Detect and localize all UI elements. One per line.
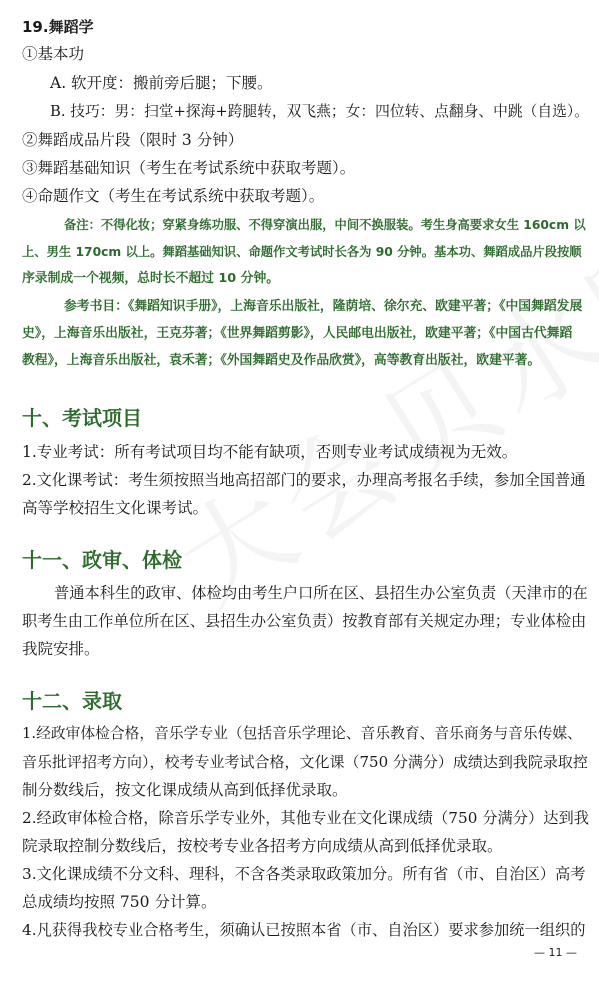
item-essay: ④命题作文（考生在考试系统中获取考题）。 <box>22 187 325 205</box>
section-10-line-1: 1.专业考试：所有考试项目均不能有缺项，否则专业考试成绩视为无效。 <box>22 443 518 461</box>
section-12-line-5: 院录取控制分数线后，按校考专业各招考方向成绩从高到低择优录取。 <box>22 837 503 855</box>
item-dance-piece: ②舞蹈成品片段（限时 3 分钟） <box>22 131 244 149</box>
section-10-title: 十、考试项目 <box>22 406 142 430</box>
ref-line-2: 史》，上海音乐出版社，王克芬著；《世界舞蹈剪影》，人民邮电出版社，欧建平著；《中国古代舞蹈 <box>22 326 573 341</box>
section-11-line-2: 职考生由工作单位所在区、县招生办公室负责）按教育部有关规定办理；专业体检由 <box>22 612 587 630</box>
section-12-title: 十二、录取 <box>22 689 122 713</box>
section-12-line-8: 4.凡获得我校专业合格考生，须确认已按照本省（市、自治区）要求参加统一组织的 <box>22 921 586 939</box>
item-technique: B. 技巧：男：扫堂+探海+跨腿转，双飞燕；女：四位转、点翻身、中跳（自选）。 <box>50 103 590 120</box>
section-10-line-2: 2.文化课考试：考生须按照当地高招部门的要求，办理高考报名手续，参加全国普通 <box>22 471 586 489</box>
page-number: — 11 — <box>534 946 577 959</box>
section-11-line-3: 我院安排。 <box>22 640 100 658</box>
section-12-line-2: 音乐批评招考方向），校考专业考试合格，文化课（750 分满分）成绩达到我院录取控 <box>22 753 588 771</box>
item-basic-skills: ①基本功 <box>22 45 85 63</box>
section-11-line-1: 普通本科生的政审、体检均由考生户口所在区、县招生办公室负责（天津市的在 <box>54 584 588 602</box>
section-12-line-6: 3.文化课成绩不分文科、理科，不含各类录取政策加分。所有省（市、自治区）高考 <box>22 865 586 883</box>
section-12-line-4: 2.经政审体检合格，除音乐学专业外，其他专业在文化课成绩（750 分满分）达到我 <box>22 809 590 827</box>
section-12-line-7: 总成绩均按照 750 分计算。 <box>22 893 217 911</box>
ref-line-1: 参考书目：《舞蹈知识手册》，上海音乐出版社，隆荫培、徐尔充、欧建平著；《中国舞蹈发展 <box>64 299 583 314</box>
section-19-title: 19.舞蹈学 <box>22 18 94 36</box>
section-11-title: 十一、政审、体检 <box>22 548 182 572</box>
item-dance-knowledge: ③舞蹈基础知识（考生在考试系统中获取考题）。 <box>22 159 356 177</box>
section-12-line-3: 制分数线后，按文化课成绩从高到低择优录取。 <box>22 781 348 799</box>
ref-line-3: 教程》，上海音乐出版社，袁禾著；《外国舞蹈史及作品欣赏》，高等教育出版社，欧建平著。 <box>22 353 541 368</box>
section-10-line-3: 高等学校招生文化课考试。 <box>22 499 209 517</box>
section-12-line-1: 1.经政审体检合格，音乐学专业（包括音乐学理论、音乐教育、音乐商务与音乐传媒、 <box>22 725 582 742</box>
note-line-1: 备注：不得化妆；穿紧身练功服、不得穿演出服，中间不换服装。考生身高要求女生 160cm 以 <box>64 218 586 232</box>
note-line-3: 序录制成一个视频，总时长不超过 10 分钟。 <box>22 271 280 286</box>
note-line-2: 上、男生 170cm 以上。舞蹈基础知识、命题作文考试时长各为 90 分钟。基本功、舞蹈成品片段按顺 <box>22 245 582 259</box>
item-softness: A. 软开度：搬前旁后腿；下腰。 <box>50 74 273 92</box>
